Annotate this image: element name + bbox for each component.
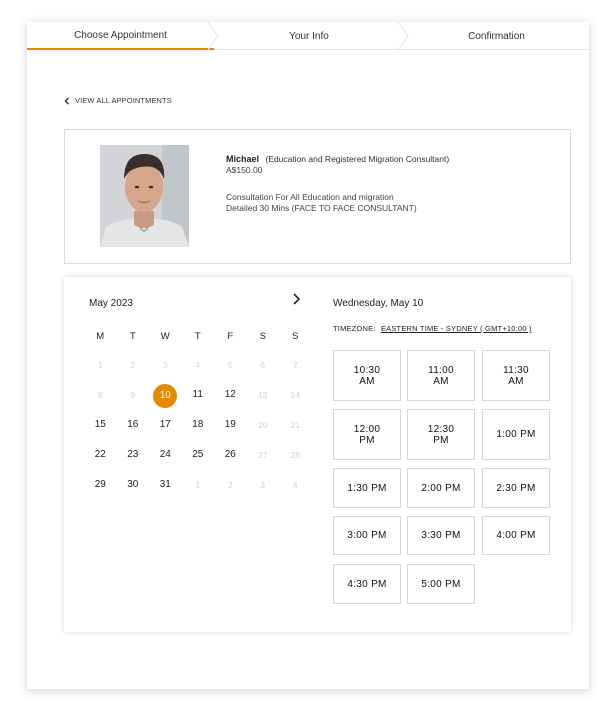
time-slot-label — [428, 365, 454, 387]
calendar-day-number: 24 — [159, 449, 171, 460]
time-slot-text: 12:30 — [427, 423, 455, 435]
calendar-day — [182, 474, 215, 496]
calendar-day[interactable] — [182, 384, 215, 406]
calendar-day — [84, 384, 117, 406]
weekday-label: S — [292, 331, 299, 342]
time-slot-button[interactable] — [482, 409, 550, 460]
calendar-day — [247, 354, 280, 376]
calendar-day-number: 19 — [224, 419, 236, 430]
time-slot-text: AM — [359, 375, 375, 387]
service-title: Consultation For All Education and migration — [226, 192, 394, 202]
calendar-week — [84, 380, 314, 410]
time-slot-text: 11:00 — [428, 364, 454, 376]
booking-panel — [64, 277, 571, 632]
calendar-day[interactable] — [149, 444, 182, 466]
staff-name: Michael — [226, 154, 260, 164]
timezone-row — [333, 324, 532, 333]
time-slot-button[interactable] — [333, 350, 401, 401]
calendar-grid — [84, 330, 314, 500]
time-slot-label — [347, 579, 386, 590]
calendar-day[interactable] — [214, 414, 247, 436]
calendar-day — [117, 384, 150, 406]
calendar-day[interactable] — [182, 444, 215, 466]
calendar-day[interactable] — [117, 444, 150, 466]
calendar-week — [84, 410, 314, 440]
calendar-day — [117, 354, 150, 376]
calendar-day — [214, 474, 247, 496]
weekday-label: T — [194, 331, 201, 342]
chevron-right-icon[interactable] — [291, 293, 301, 305]
calendar-day-number: 29 — [94, 479, 106, 490]
time-slot-label — [421, 579, 460, 590]
calendar-day-number: 7 — [292, 360, 298, 370]
calendar-day[interactable] — [117, 474, 150, 496]
time-slot-text: 1:30 PM — [347, 482, 387, 494]
time-slot-text: 2:30 PM — [496, 482, 536, 494]
calendar-day-number: 1 — [97, 360, 103, 370]
calendar-day — [149, 354, 182, 376]
time-slot-button[interactable] — [333, 409, 401, 460]
calendar-day-number: 27 — [258, 450, 268, 460]
calendar-day-number: 14 — [290, 390, 300, 400]
calendar-day-number: 12 — [224, 389, 236, 400]
calendar-day-number: 9 — [130, 390, 136, 400]
calendar-day-number: 26 — [224, 449, 236, 460]
person-avatar-icon — [100, 145, 189, 247]
calendar-day-number: 4 — [195, 360, 201, 370]
calendar-day — [279, 414, 312, 436]
calendar-day-number: 13 — [258, 390, 268, 400]
calendar-day-selected[interactable] — [149, 384, 182, 406]
calendar-day-number: 3 — [162, 360, 168, 370]
timezone-label: TIMEZONE: — [333, 324, 376, 333]
time-slot-text: 10:30 — [353, 364, 381, 376]
time-slot-text: 4:30 PM — [347, 578, 387, 590]
selected-day-title: Wednesday, May 10 — [333, 298, 424, 309]
time-slot-text: AM — [508, 375, 524, 387]
calendar-day[interactable] — [84, 474, 117, 496]
calendar-day[interactable] — [84, 444, 117, 466]
calendar-day — [247, 384, 280, 406]
calendar-day[interactable] — [214, 444, 247, 466]
time-slot-button[interactable] — [333, 516, 401, 555]
calendar-day-number: 3 — [260, 480, 266, 490]
time-slot-button[interactable] — [333, 468, 401, 508]
staff-info — [226, 154, 449, 214]
calendar-day — [279, 444, 312, 466]
time-slot-text: PM — [433, 434, 449, 446]
calendar-day-number: 2 — [130, 360, 136, 370]
time-slot-text: 3:00 PM — [347, 530, 387, 541]
calendar-day-number: 10 — [153, 384, 177, 408]
calendar-day — [247, 474, 280, 496]
calendar-day[interactable] — [117, 414, 150, 436]
calendar-day[interactable] — [182, 414, 215, 436]
time-slot-button[interactable] — [333, 564, 401, 604]
calendar-day — [279, 384, 312, 406]
weekday-label: T — [129, 331, 136, 342]
step-choose-appointment[interactable] — [27, 22, 214, 50]
time-slot-label — [421, 483, 460, 494]
calendar-day — [247, 444, 280, 466]
calendar-day — [214, 354, 247, 376]
calendar-day-number: 4 — [292, 480, 298, 490]
calendar-weekdays — [84, 330, 314, 344]
booking-card — [27, 22, 589, 689]
calendar-week — [84, 350, 314, 380]
weekday-label: S — [259, 331, 266, 342]
calendar-day-number: 5 — [227, 360, 233, 370]
calendar-day-number: 21 — [290, 420, 300, 430]
back-link-label: VIEW ALL APPOINTMENTS — [75, 96, 172, 105]
step-label: Confirmation — [468, 30, 525, 42]
timezone-link[interactable]: EASTERN TIME - SYDNEY ( GMT+10:00 ) — [380, 324, 532, 333]
time-slot-button[interactable] — [407, 468, 475, 508]
step-divider-icon — [206, 22, 222, 50]
calendar-month: May 2023 — [89, 298, 133, 309]
view-all-appointments-link[interactable] — [64, 96, 172, 105]
staff-photo — [100, 145, 189, 247]
calendar-day-number: 17 — [159, 419, 171, 430]
time-slot-label — [503, 365, 529, 387]
calendar-day[interactable] — [84, 414, 117, 436]
calendar-day[interactable] — [149, 474, 182, 496]
time-slot-label — [354, 365, 381, 387]
calendar-day — [182, 354, 215, 376]
time-slot-label — [347, 483, 386, 494]
staff-price: A$150.00 — [226, 165, 263, 175]
chevron-left-icon — [64, 97, 70, 105]
time-slot-button[interactable] — [407, 409, 475, 460]
time-slot-text: AM — [433, 375, 449, 387]
service-detail: Detailed 30 Mins (FACE TO FACE CONSULTANT) — [226, 203, 417, 213]
calendar-day — [279, 354, 312, 376]
calendar-day-number: 2 — [227, 480, 233, 490]
staff-details — [64, 129, 571, 264]
time-slot-label — [347, 530, 386, 541]
calendar-day-number: 31 — [159, 479, 171, 490]
calendar-day-number: 8 — [97, 390, 103, 400]
progress-steps — [27, 22, 589, 50]
calendar-day — [84, 354, 117, 376]
calendar-day-number: 15 — [94, 419, 106, 430]
step-label: Choose Appointment — [74, 29, 167, 41]
time-slot-label — [421, 530, 460, 541]
time-slot-button[interactable] — [407, 564, 475, 604]
time-slot-label — [496, 429, 535, 440]
calendar-day-number: 20 — [258, 420, 268, 430]
time-slot-label — [354, 424, 381, 446]
weekday-label: F — [227, 331, 234, 342]
time-slot-label — [496, 530, 535, 541]
calendar-day-number: 1 — [195, 480, 201, 490]
calendar-week — [84, 470, 314, 500]
time-slot-button[interactable] — [482, 468, 550, 508]
time-slot-text: 5:00 PM — [421, 578, 461, 590]
step-your-info[interactable] — [214, 22, 404, 50]
calendar-day-number: 11 — [192, 389, 203, 400]
calendar-day-number: 6 — [260, 360, 266, 370]
time-slot-button[interactable] — [482, 516, 550, 555]
staff-role: (Education and Registered Migration Consultant) — [265, 154, 450, 164]
time-slot-button[interactable] — [407, 516, 475, 555]
calendar-day-number: 23 — [127, 449, 139, 460]
weekday-label: M — [96, 331, 105, 342]
calendar-week — [84, 440, 314, 470]
time-slot-text: 2:00 PM — [421, 482, 461, 494]
calendar-day-number: 22 — [94, 449, 106, 460]
time-slot-text: 4:00 PM — [496, 530, 536, 541]
step-confirmation[interactable] — [404, 22, 589, 50]
time-slot-text: 3:30 PM — [421, 530, 461, 541]
calendar-day-number: 30 — [127, 479, 139, 490]
calendar-weeks — [84, 350, 314, 500]
calendar-day-number: 25 — [192, 449, 204, 460]
calendar-day-number: 16 — [127, 419, 139, 430]
calendar-day — [279, 474, 312, 496]
calendar-day — [247, 414, 280, 436]
time-slot-button[interactable] — [407, 350, 475, 401]
calendar-day-number: 28 — [290, 450, 300, 460]
calendar-day[interactable] — [149, 414, 182, 436]
time-slot-button[interactable] — [482, 350, 550, 401]
time-slot-label — [428, 424, 455, 446]
time-slot-text: 12:00 — [353, 423, 381, 435]
step-divider-icon — [396, 22, 412, 50]
calendar-day-number: 18 — [192, 419, 204, 430]
weekday-label: W — [160, 331, 170, 342]
time-slot-text: 11:30 — [503, 364, 529, 376]
time-slot-text: 1:00 PM — [496, 429, 536, 440]
step-label: Your Info — [289, 30, 329, 42]
time-slot-label — [496, 483, 535, 494]
time-slot-text: PM — [359, 434, 375, 446]
calendar-day[interactable] — [214, 384, 247, 406]
